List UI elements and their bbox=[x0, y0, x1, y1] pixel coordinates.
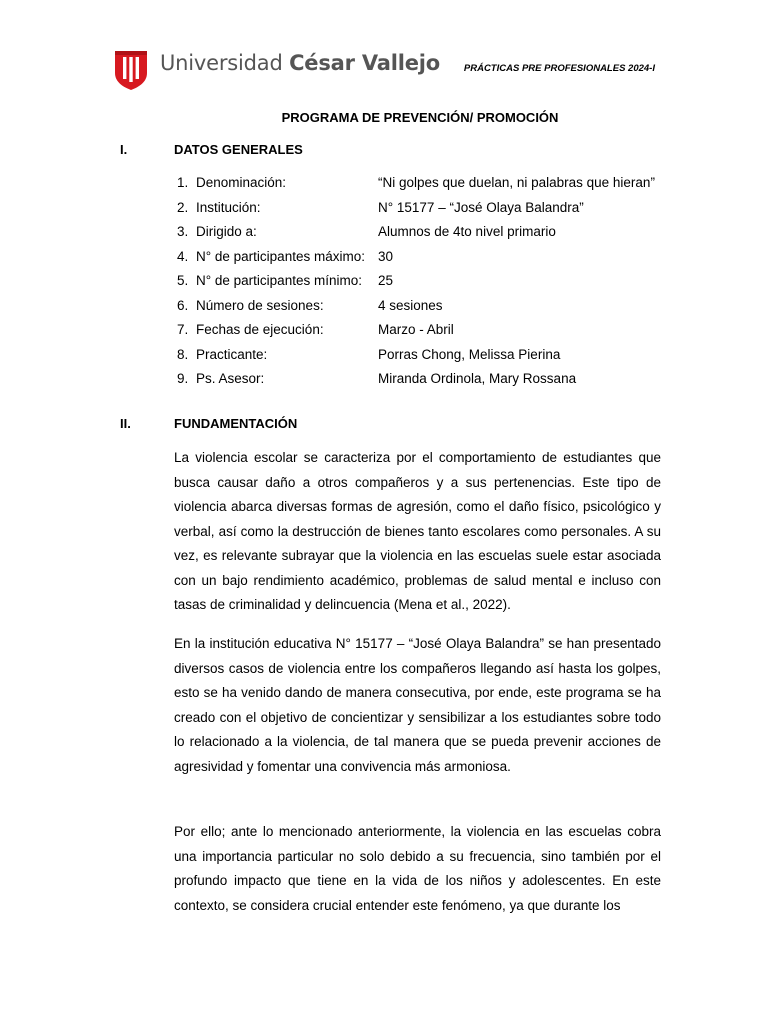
section-heading-fundamentacion bbox=[120, 416, 297, 431]
item-label: Número de sesiones: bbox=[196, 297, 324, 313]
header-note: PRÁCTICAS PRE PROFESIONALES 2024-I bbox=[463, 63, 655, 74]
list-item bbox=[177, 249, 697, 274]
datos-generales-list bbox=[177, 175, 697, 396]
list-item bbox=[177, 273, 697, 298]
item-label: Practicante: bbox=[196, 346, 268, 362]
item-index: 9. bbox=[177, 371, 189, 386]
item-value: 30 bbox=[378, 248, 394, 264]
item-label: N° de participantes mínimo: bbox=[196, 273, 362, 288]
university-prefix: Universidad bbox=[160, 51, 283, 75]
item-value: “Ni golpes que duelan, ni palabras que hieran” bbox=[378, 175, 655, 190]
university-name-bold: César Vallejo bbox=[289, 51, 441, 75]
item-value: Alumnos de 4to nivel primario bbox=[378, 224, 556, 239]
list-item bbox=[177, 200, 697, 225]
item-label: Denominación: bbox=[196, 175, 287, 190]
item-index: 5. bbox=[177, 273, 189, 288]
list-item bbox=[177, 371, 697, 396]
item-index: 3. bbox=[177, 224, 189, 239]
paragraph: La violencia escolar se caracteriza por el comportamiento de estudiantes que busca causar daño a otros compañeros y a sus pertenencias. Este tipo de violencia abarca diversas formas de agresión, como el daño físico, psicológico y verbal, así como la destrucción de bienes tanto escolares como personales. A su vez, es relevante subrayar que la violencia en las escuelas suele estar asociada con un bajo rendimiento académico, problemas de salud mental e incluso con tasas de criminalidad y delincuencia (Mena et al., 2022). bbox=[174, 450, 661, 612]
section-heading-datos bbox=[120, 142, 303, 157]
document-title: PROGRAMA DE PREVENCIÓN/ PROMOCIÓN bbox=[281, 110, 559, 125]
section-number: II. bbox=[120, 416, 131, 431]
item-label: N° de participantes máximo: bbox=[196, 248, 365, 264]
list-item bbox=[177, 322, 697, 347]
ucv-shield-logo-icon bbox=[113, 47, 149, 91]
paragraph: Por ello; ante lo mencionado anteriormente, la violencia en las escuelas cobra una importancia particular no solo debido a su frecuencia, sino también por el profundo impacto que tiene en la vida de los niños y adolescentes. En este contexto, se considera crucial entender este fenómeno, ya que durante los bbox=[174, 824, 661, 913]
item-index: 6. bbox=[177, 297, 189, 313]
item-value: Miranda Ordinola, Mary Rossana bbox=[378, 371, 577, 386]
item-value: Porras Chong, Melissa Pierina bbox=[378, 346, 561, 362]
item-value: 25 bbox=[378, 273, 394, 288]
item-label: Fechas de ejecución: bbox=[196, 322, 324, 337]
list-item bbox=[177, 175, 697, 200]
item-index: 8. bbox=[177, 346, 189, 362]
item-label: Dirigido a: bbox=[196, 224, 257, 239]
list-item bbox=[177, 347, 697, 372]
item-value: 4 sesiones bbox=[378, 297, 443, 313]
item-index: 4. bbox=[177, 248, 189, 264]
section-title: DATOS GENERALES bbox=[174, 142, 303, 157]
section-number: I. bbox=[120, 142, 128, 157]
item-label: Ps. Asesor: bbox=[196, 371, 265, 386]
item-value: N° 15177 – “José Olaya Balandra” bbox=[378, 199, 584, 215]
item-index: 7. bbox=[177, 322, 189, 337]
section-title: FUNDAMENTACIÓN bbox=[174, 416, 298, 431]
item-value: Marzo - Abril bbox=[378, 322, 454, 337]
page-header bbox=[113, 47, 673, 93]
item-label: Institución: bbox=[196, 199, 261, 215]
item-index: 2. bbox=[177, 199, 189, 215]
list-item bbox=[177, 224, 697, 249]
item-index: 1. bbox=[177, 175, 189, 190]
list-item bbox=[177, 298, 697, 323]
university-name bbox=[160, 51, 440, 75]
paragraph: En la institución educativa N° 15177 – “José Olaya Balandra” se han presentado diversos casos de violencia entre los compañeros llegando así hasta los golpes, esto se ha venido dando de manera consecutiva, por ende, este programa se ha creado con el objetivo de concientizar y sensibilizar a los estudiantes sobre todo lo relacionado a la violencia, de tal manera que se pueda prevenir acciones de agresividad y fomentar una convivencia más armoniosa. bbox=[174, 636, 661, 774]
